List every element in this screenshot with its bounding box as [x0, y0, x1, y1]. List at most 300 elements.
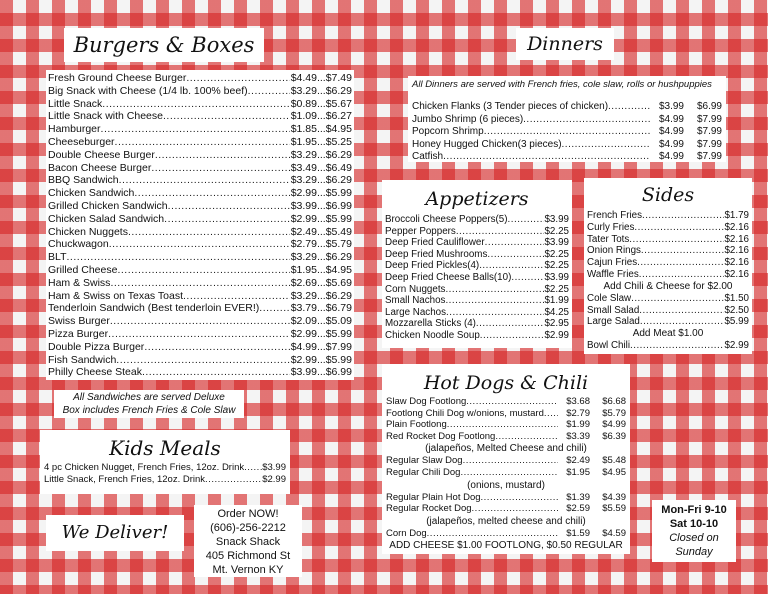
menu-item	[385, 226, 569, 238]
dot-leader	[634, 222, 724, 234]
item-name: Bowl Chili	[587, 340, 631, 352]
item-name: Footlong Chili Dog w/onions, mustard	[386, 407, 544, 419]
item-price: $2.99...$5.99	[290, 327, 352, 340]
item-price-large: $7.99	[696, 113, 722, 125]
kids-panel	[40, 430, 290, 494]
sides-list-fries	[587, 210, 749, 281]
hotdogs-panel	[382, 364, 630, 554]
dot-leader	[102, 98, 290, 111]
dot-leader	[485, 237, 545, 249]
item-name: Large Nachos	[385, 306, 446, 318]
menu-item	[48, 328, 352, 341]
dot-leader	[480, 330, 545, 342]
hotdogs-list	[386, 396, 626, 539]
item-price: $2.25	[544, 248, 569, 260]
hours-closed: Closed on	[669, 532, 719, 544]
dot-leader	[466, 396, 558, 408]
menu-item	[385, 284, 569, 296]
item-price-large: $4.95	[602, 466, 626, 478]
dot-leader	[163, 110, 290, 123]
item-name: Grilled Cheese	[48, 263, 118, 276]
sides-list-chili	[587, 340, 749, 352]
item-name: Small Salad	[587, 304, 640, 316]
menu-item	[587, 316, 749, 328]
item-name: Mozzarella Sticks (4)	[385, 318, 476, 330]
menu-item	[48, 98, 352, 111]
menu-item	[48, 302, 352, 315]
kids-heading: Kids Meals	[109, 436, 221, 460]
item-price-small: $2.79	[566, 407, 590, 419]
item-price: $2.16	[724, 233, 749, 245]
item-price-large: $6.68	[602, 396, 626, 407]
appetizers-list	[385, 214, 569, 342]
menu-item	[385, 330, 569, 342]
dot-leader	[447, 419, 558, 431]
menu-item	[386, 492, 626, 504]
item-name: Big Snack with Cheese (1/4 lb. 100% beef)	[48, 84, 248, 97]
dot-leader	[142, 366, 290, 379]
dot-leader	[108, 328, 290, 341]
item-name: 4 pc Chicken Nugget, French Fries, 12oz. Drink	[44, 462, 245, 473]
hotdogs-footer: ADD CHEESE $1.00 FOOTLONG, $0.50 REGULAR	[389, 540, 623, 552]
item-price: $1.50	[724, 292, 749, 304]
item-price-small: $1.99	[566, 419, 590, 431]
dot-leader	[511, 272, 544, 284]
item-name: Pepper Poppers	[385, 225, 456, 237]
item-name: Plain Footlong	[386, 419, 447, 431]
item-price: $2.99...$5.99	[290, 187, 352, 200]
sides-panel	[584, 178, 752, 354]
item-name: Pizza Burger	[48, 327, 109, 340]
menu-item	[412, 114, 722, 127]
item-name: Chicken Sandwich	[48, 187, 135, 200]
dot-leader	[109, 238, 290, 251]
menu-item	[386, 431, 626, 443]
menu-item	[587, 222, 749, 234]
item-name: French Fries	[587, 210, 642, 221]
menu-item	[48, 366, 352, 379]
item-name: BBQ Sandwich	[48, 174, 119, 187]
hours-panel	[652, 500, 736, 562]
item-price: $3.29...$6.29	[290, 148, 352, 161]
item-price: $2.99	[724, 340, 749, 352]
menu-item	[48, 226, 352, 239]
item-name: Ham & Swiss	[48, 276, 111, 289]
item-name: Broccoli Cheese Poppers(5)	[385, 214, 508, 225]
menu-item	[587, 269, 749, 281]
burgers-note-line1: All Sandwiches are served Deluxe	[73, 392, 225, 403]
appetizers-heading: Appetizers	[425, 188, 529, 210]
menu-item	[587, 245, 749, 257]
menu-item	[385, 249, 569, 261]
item-name: Chicken Salad Sandwich	[48, 212, 165, 225]
burgers-list	[48, 72, 352, 379]
burgers-panel	[46, 70, 354, 380]
item-name: Hamburger	[48, 123, 101, 136]
dot-leader	[116, 354, 290, 367]
item-price: $2.99...$5.99	[290, 353, 352, 366]
item-name: Deep Fried Cheese Balls(10)	[385, 271, 512, 283]
menu-item	[48, 174, 352, 187]
item-price-small: $3.68	[566, 396, 590, 407]
item-name: Double Pizza Burger	[48, 340, 145, 353]
dot-leader	[476, 318, 545, 330]
menu-item	[587, 305, 749, 317]
dot-leader	[523, 114, 650, 127]
menu-item	[587, 257, 749, 269]
item-price-small: $4.99	[658, 138, 684, 150]
item-price: $1.99	[544, 295, 569, 307]
dot-leader	[495, 431, 558, 443]
item-price: $2.16	[724, 221, 749, 233]
menu-item	[48, 290, 352, 303]
item-name: Chuckwagon	[48, 238, 109, 251]
item-price: $2.16	[724, 257, 749, 269]
item-price-small: $3.99	[658, 101, 684, 112]
menu-item	[587, 340, 749, 352]
item-price: $1.95...$5.25	[290, 135, 352, 148]
item-price: $2.25	[544, 283, 569, 295]
item-price-small: $2.59	[566, 503, 590, 515]
hours-sunday: Sunday	[675, 546, 713, 558]
dot-leader	[186, 72, 290, 85]
item-name: Cheeseburger	[48, 135, 115, 148]
item-price: $1.09...$6.27	[290, 110, 352, 123]
item-name: Onion Rings	[587, 245, 641, 257]
menu-item	[412, 151, 722, 164]
item-price: $4.25	[544, 306, 569, 318]
item-price-large: $6.99	[696, 101, 722, 112]
item-price-small: $1.39	[566, 491, 590, 503]
item-price: $2.69...$5.69	[290, 276, 352, 289]
menu-item	[385, 272, 569, 284]
hours-weekday: Mon-Fri 9-10	[661, 504, 727, 516]
item-price: $2.16	[724, 268, 749, 280]
menu-item	[412, 101, 722, 114]
item-name: Corn Nuggets	[385, 283, 446, 295]
item-price: $2.09...$5.09	[290, 315, 352, 328]
menu-item	[48, 251, 352, 264]
sides-note-chili: Add Chili & Cheese for $2.00	[603, 280, 733, 292]
dot-leader	[134, 187, 290, 200]
menu-item	[587, 293, 749, 305]
dot-leader	[629, 234, 724, 246]
dot-leader	[115, 136, 290, 149]
item-name: Waffle Fries	[587, 268, 639, 280]
item-name: Regular Plain Hot Dog	[386, 491, 481, 503]
item-price-large: $7.99	[696, 151, 722, 162]
burgers-note	[54, 390, 244, 418]
menu-item	[385, 295, 569, 307]
item-price-small: $1.59	[566, 527, 590, 539]
menu-item	[412, 126, 722, 139]
dinners-heading: Dinners	[516, 28, 614, 60]
menu-item	[48, 264, 352, 277]
dot-leader	[639, 305, 724, 317]
item-price: $5.99	[724, 316, 749, 328]
burgers-note-line2: Box includes French Fries & Cole Slaw	[62, 405, 236, 416]
menu-item	[44, 474, 286, 486]
contact-city: Mt. Vernon KY	[212, 564, 284, 576]
dot-leader	[66, 251, 290, 264]
menu-item	[386, 408, 626, 420]
item-price: $3.99	[544, 214, 569, 225]
item-price-large: $5.59	[602, 503, 626, 515]
dot-leader	[445, 284, 544, 296]
item-name: BLT	[48, 251, 67, 264]
menu-item	[412, 139, 722, 152]
item-name: Deep Fried Pickles(4)	[385, 260, 480, 272]
item-price: $2.25	[544, 260, 569, 272]
item-price-large: $5.48	[602, 455, 626, 467]
item-name: Regular Rocket Dog	[386, 503, 472, 515]
dot-leader	[248, 85, 290, 98]
menu-item	[48, 213, 352, 226]
item-price-small: $1.95	[566, 466, 590, 478]
dot-leader	[640, 316, 725, 328]
menu-item	[48, 277, 352, 290]
item-price: $2.99	[544, 329, 569, 341]
item-name: Chicken Flanks (3 Tender pieces of chicken)	[412, 101, 609, 112]
dot-leader	[544, 408, 558, 420]
dot-leader	[164, 213, 290, 226]
dot-leader	[446, 307, 544, 319]
menu-item	[385, 214, 569, 226]
item-price: $2.95	[544, 318, 569, 330]
item-name: Ham & Swiss on Texas Toast	[48, 289, 184, 302]
item-price: $3.49...$6.49	[290, 161, 352, 174]
item-note: (jalapeños, melted cheese and chili)	[426, 515, 586, 527]
item-name: Honey Hugged Chicken(3 pieces)	[412, 138, 562, 150]
menu-item	[48, 123, 352, 136]
dot-leader	[445, 295, 544, 307]
item-name: Chicken Noodle Soup	[385, 329, 480, 341]
menu-item	[48, 149, 352, 162]
item-price: $2.25	[544, 225, 569, 237]
item-name: Large Salad	[587, 316, 640, 328]
item-price: $3.29...$6.29	[290, 251, 352, 264]
item-name: Grilled Chicken Sandwich	[48, 199, 168, 212]
menu-item	[386, 467, 626, 479]
menu-item	[48, 72, 352, 85]
menu-item	[48, 315, 352, 328]
item-name: Small Nachos	[385, 295, 446, 307]
sides-note-meat: Add Meat $1.00	[632, 328, 704, 340]
dot-leader	[101, 123, 290, 136]
item-name: Regular Chili Dog	[386, 466, 461, 478]
item-price-large: $4.99	[602, 419, 626, 431]
dinners-list	[412, 101, 722, 164]
item-price-large: $7.99	[696, 126, 722, 137]
item-name: Corn Dog	[386, 527, 427, 539]
menu-item	[386, 455, 626, 467]
dot-leader	[110, 315, 290, 328]
contact-panel	[194, 505, 302, 577]
item-price: $0.89...$5.67	[290, 97, 352, 110]
dot-leader	[637, 257, 724, 269]
dot-leader	[508, 214, 545, 226]
dot-leader	[472, 503, 558, 515]
dot-leader	[443, 151, 650, 164]
menu-item	[386, 396, 626, 408]
item-price: $1.85...$4.95	[290, 123, 352, 136]
dot-leader	[463, 455, 558, 467]
item-price-small: $3.39	[566, 430, 590, 442]
menu-item	[48, 136, 352, 149]
item-name: Red Rocket Dog Footlong	[386, 430, 496, 442]
dot-leader	[479, 260, 544, 272]
item-price-small: $4.99	[658, 126, 684, 137]
menu-item	[48, 200, 352, 213]
menu-item	[44, 462, 286, 474]
item-name: Fresh Ground Cheese Burger	[48, 72, 187, 84]
contact-name: Snack Shack	[215, 536, 281, 548]
dot-leader	[244, 462, 262, 474]
item-name: Tater Tots	[587, 233, 630, 245]
item-name: Little Snack, French Fries, 12oz. Drink	[44, 474, 206, 485]
menu-item	[48, 110, 352, 123]
item-name: Catfish	[412, 151, 444, 162]
item-price: $2.16	[724, 245, 749, 257]
dot-leader	[151, 162, 290, 175]
kids-list	[40, 462, 290, 486]
item-price: $3.99...$6.99	[290, 366, 352, 379]
dot-leader	[119, 174, 290, 187]
dot-leader	[110, 277, 290, 290]
dot-leader	[259, 302, 290, 315]
item-price: $3.79...$6.79	[290, 302, 352, 315]
dot-leader	[562, 139, 650, 152]
dot-leader	[608, 101, 650, 114]
item-name: Fish Sandwich	[48, 353, 117, 366]
menu-item	[385, 260, 569, 272]
item-name: Deep Fried Mushrooms	[385, 248, 488, 260]
sides-heading: Sides	[641, 184, 695, 206]
dot-leader	[484, 126, 650, 139]
dot-leader	[144, 341, 290, 354]
dot-leader	[639, 269, 725, 281]
item-price: $3.29...$6.29	[290, 84, 352, 97]
item-name: Cole Slaw	[587, 292, 632, 304]
item-name: Bacon Cheese Burger	[48, 161, 152, 174]
item-price-large: $6.39	[602, 430, 626, 442]
contact-address: 405 Richmond St	[205, 550, 291, 562]
menu-item	[385, 307, 569, 319]
item-price-small: $2.49	[566, 455, 590, 467]
menu-item	[587, 210, 749, 222]
sides-list-salads	[587, 293, 749, 328]
dot-leader	[205, 474, 262, 486]
item-name: Double Cheese Burger	[48, 148, 155, 161]
menu-item	[386, 528, 626, 540]
item-name: Jumbo Shrimp (6 pieces)	[412, 113, 524, 125]
menu-item	[48, 85, 352, 98]
item-price: $4.99...$7.99	[290, 340, 352, 353]
dot-leader	[642, 210, 724, 222]
item-price: $4.49...$7.49	[290, 72, 352, 84]
item-name: Curly Fries	[587, 221, 635, 233]
dot-leader	[183, 290, 290, 303]
menu-item	[587, 234, 749, 246]
item-price: $3.99	[544, 237, 569, 249]
item-price: $1.79	[724, 210, 749, 221]
dot-leader	[128, 226, 290, 239]
contact-order: Order NOW!	[217, 508, 279, 520]
menu-item	[48, 341, 352, 354]
item-name: Cajun Fries	[587, 257, 638, 269]
menu-item	[48, 238, 352, 251]
dot-leader	[460, 467, 558, 479]
item-price-large: $5.79	[602, 407, 626, 419]
menu-item	[48, 354, 352, 367]
menu-item	[48, 187, 352, 200]
dot-leader	[456, 226, 545, 238]
item-price-small: $4.99	[658, 151, 684, 162]
dinners-note: All Dinners are served with French fries, cole slaw, rolls or hushpuppies	[412, 79, 712, 90]
dot-leader	[631, 293, 724, 305]
dinners-panel	[408, 76, 726, 162]
item-price: $3.29...$6.29	[290, 174, 352, 187]
dot-leader	[481, 492, 558, 504]
menu-item	[48, 162, 352, 175]
menu-item	[385, 318, 569, 330]
item-price: $1.95...$4.95	[290, 263, 352, 276]
item-name: Tenderloin Sandwich (Best tenderloin EVER!)	[48, 302, 260, 315]
item-price: $2.99	[262, 474, 286, 485]
item-name: Swiss Burger	[48, 315, 110, 328]
item-name: Little Snack with Cheese	[48, 110, 163, 123]
item-price-small: $4.99	[658, 113, 684, 125]
item-name: Little Snack	[48, 97, 103, 110]
item-name: Popcorn Shrimp	[412, 126, 484, 137]
item-note: (jalapeños, Melted Cheese and chili)	[425, 443, 587, 455]
item-name: Philly Cheese Steak	[48, 366, 142, 379]
item-name: Deep Fried Cauliflower	[385, 237, 485, 249]
contact-phone[interactable]: (606)-256-2212	[210, 522, 286, 534]
deliver-heading: We Deliver!	[46, 515, 184, 551]
item-price-large: $7.99	[696, 138, 722, 150]
item-price: $2.99...$5.99	[290, 212, 352, 225]
item-name: Chicken Nuggets	[48, 225, 128, 238]
dot-leader	[427, 528, 558, 540]
item-price: $3.99	[544, 271, 569, 283]
item-price: $2.50	[724, 304, 749, 316]
menu-item	[386, 419, 626, 431]
item-price: $3.99	[262, 462, 286, 473]
item-price: $3.29...$6.29	[290, 289, 352, 302]
hotdogs-heading: Hot Dogs & Chili	[423, 372, 589, 394]
menu-item	[385, 237, 569, 249]
item-name: Regular Slaw Dog	[386, 455, 463, 467]
dot-leader	[155, 149, 290, 162]
burgers-heading: Burgers & Boxes	[64, 28, 264, 62]
dot-leader	[630, 340, 724, 352]
dot-leader	[641, 245, 725, 257]
item-name: Slaw Dog Footlong	[386, 396, 467, 407]
dot-leader	[117, 264, 290, 277]
dot-leader	[168, 200, 290, 213]
item-price: $2.79...$5.79	[290, 238, 352, 251]
item-note: (onions, mustard)	[467, 479, 545, 491]
appetizers-panel	[382, 180, 572, 348]
item-price-large: $4.39	[602, 491, 626, 503]
hours-saturday: Sat 10-10	[669, 518, 719, 530]
item-price: $2.49...$5.49	[290, 225, 352, 238]
menu-item	[386, 503, 626, 515]
dot-leader	[487, 249, 544, 261]
item-price-large: $4.59	[602, 527, 626, 539]
item-price: $3.99...$6.99	[290, 199, 352, 212]
